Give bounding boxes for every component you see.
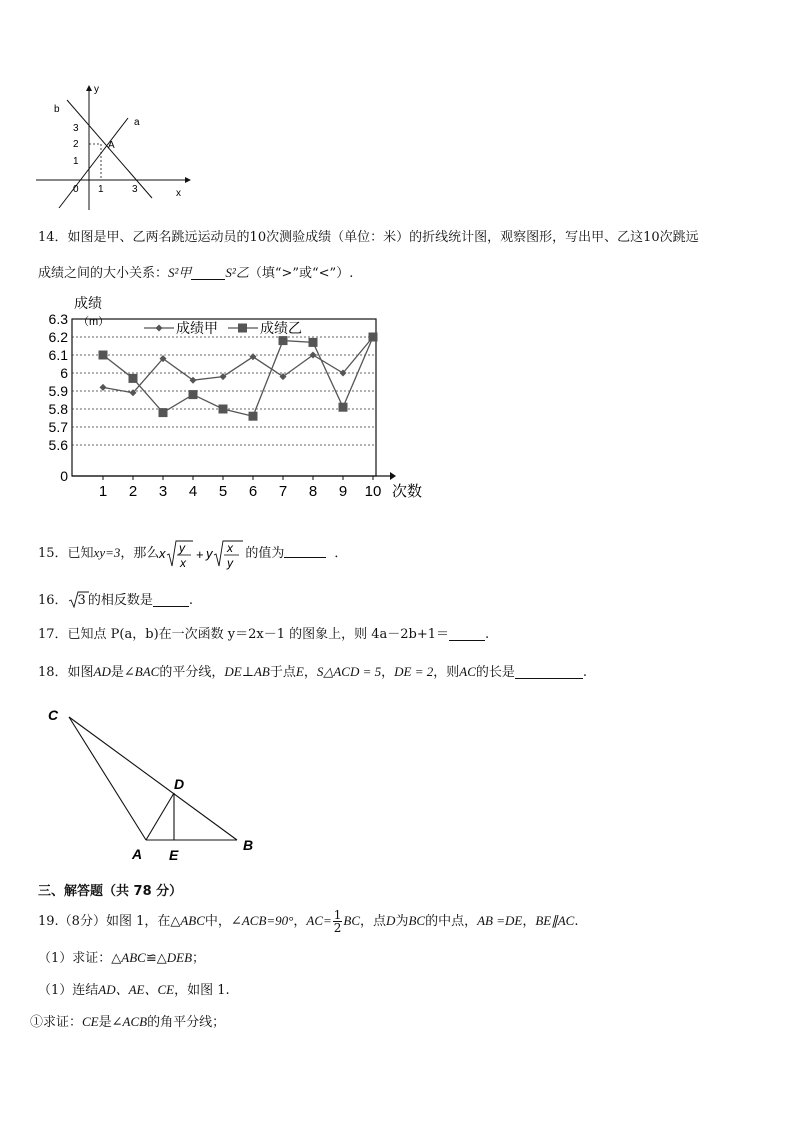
data-point-yi — [219, 405, 228, 414]
data-point-yi — [309, 338, 318, 347]
y-tick-label: 6.3 — [48, 311, 68, 327]
x-axis-label: x — [176, 188, 181, 199]
q19-be-ac: BE∥AC — [535, 913, 575, 928]
q18-t5: ， — [381, 665, 395, 680]
linear-functions-graph — [30, 80, 200, 215]
origin-label: 0 — [73, 184, 79, 195]
q16-radicand: 3 — [77, 593, 86, 608]
q15-mid: ，那么 — [120, 546, 160, 561]
q19-1-abc: ABC — [121, 950, 146, 965]
q19-3-t1: 是∠ — [98, 1015, 123, 1030]
q18-line — [38, 662, 587, 683]
data-point-yi — [159, 408, 168, 417]
x-tick-1: 1 — [98, 184, 104, 195]
q15-expression — [159, 537, 245, 571]
q18-t4: ， — [303, 665, 317, 680]
y-tick-label: 5.8 — [48, 401, 68, 417]
data-point-yi — [339, 403, 348, 412]
svg-text:+: + — [196, 546, 204, 562]
x-axis-arrow — [390, 472, 396, 480]
vertex-c: C — [48, 707, 59, 723]
answer-blank-17[interactable] — [449, 626, 485, 641]
q19-1-prefix: （1）求证：△ — [38, 951, 122, 966]
point-a-label: A — [108, 140, 115, 151]
q19-t5: 的中点， — [425, 914, 478, 929]
score-line-chart — [40, 292, 440, 504]
svg-text:y: y — [179, 540, 186, 555]
q18-ac: AC — [459, 664, 476, 679]
vertex-a: A — [132, 846, 143, 862]
chart-xlabel: 次数 — [392, 483, 423, 500]
q19-line — [38, 903, 578, 939]
q17-end: . — [485, 627, 490, 642]
variance-yi: S²乙 — [225, 265, 249, 280]
y-tick-label: 5.9 — [48, 383, 68, 399]
line-a-label: a — [134, 117, 140, 128]
x-tick-label: 10 — [364, 483, 382, 500]
legend-marker-square — [238, 324, 247, 333]
x-tick-label: 7 — [278, 483, 288, 500]
y-tick-label: 6.1 — [48, 347, 68, 363]
q19-t6: ， — [522, 914, 536, 929]
y-tick-3: 3 — [73, 123, 79, 134]
x-tick-label: 4 — [188, 483, 198, 500]
data-point-yi — [129, 374, 138, 383]
q16-prefix: 16． — [38, 593, 68, 608]
y-tick-label: 5.6 — [48, 437, 68, 453]
x-tick-label: 2 — [128, 483, 138, 500]
q18-e: E — [295, 664, 304, 679]
x-tick-label: 8 — [308, 483, 318, 500]
q19-bc: BC — [343, 913, 361, 928]
segment-ca — [69, 717, 146, 840]
data-point-jia — [250, 353, 257, 360]
q19-part2 — [38, 980, 230, 1001]
q15-line — [38, 536, 347, 570]
q19-t2: ， — [293, 914, 307, 929]
q19-1-cong: ≌△ — [145, 951, 167, 966]
q19-2-segments: AD、AE、CE — [98, 982, 175, 997]
q19-3-ce: CE — [82, 1014, 99, 1029]
y-tick-label: 0 — [60, 468, 68, 484]
svg-text:x: x — [180, 555, 187, 570]
y-tick-label: 6.2 — [48, 329, 68, 345]
q19-bc2: BC — [408, 913, 426, 928]
q15-condition: xy=3 — [93, 545, 121, 560]
q15-suffix: 的值为 — [245, 546, 285, 561]
data-point-yi — [279, 336, 288, 345]
q19-ab-de: AB =DE — [477, 913, 523, 928]
q18-t2: 的平分线， — [159, 665, 225, 680]
legend-label: 成绩甲 — [176, 320, 218, 336]
answer-blank-15[interactable] — [284, 543, 326, 558]
data-point-yi — [249, 412, 258, 421]
q19-t1: 中，∠ — [204, 914, 242, 929]
data-point-yi — [189, 390, 198, 399]
q19-2-end: ，如图 1. — [174, 983, 230, 998]
legend-label: 成绩乙 — [260, 320, 302, 336]
fraction-denominator: 2 — [333, 921, 342, 935]
q16-suffix: 的相反数是 — [87, 593, 153, 608]
x-tick-label: 9 — [338, 483, 348, 500]
data-point-jia — [100, 384, 107, 391]
chart-frame — [72, 319, 376, 476]
q19-t4: 为 — [395, 914, 409, 929]
x-tick-label: 3 — [158, 483, 168, 500]
q19-abc: ABC — [180, 913, 205, 928]
answer-blank-16[interactable] — [153, 592, 189, 607]
q15-prefix: 15．已知 — [38, 546, 94, 561]
x-tick-3: 3 — [132, 184, 138, 195]
q14-line1: 14．如图是甲、乙两名跳远运动员的10次测验成绩（单位：米）的折线统计图，观察图形，写出甲、乙这10次跳远 — [38, 230, 699, 245]
vertex-d: D — [174, 776, 185, 792]
q18-area: S△ACD = 5 — [316, 664, 382, 679]
data-point-yi — [369, 333, 378, 342]
svg-text:x: x — [227, 540, 234, 555]
variance-jia: S²甲 — [168, 265, 192, 280]
q14-suffix: （填“>”或“<”）. — [248, 266, 354, 281]
x-tick-label: 1 — [98, 483, 108, 500]
fraction-half — [333, 909, 343, 934]
q18-prefix: 18．如图 — [38, 665, 94, 680]
svg-text:y: y — [227, 555, 234, 570]
segment-ad — [146, 793, 174, 840]
x-tick-label: 5 — [218, 483, 228, 500]
q18-end: . — [582, 665, 588, 680]
q19-ac-eq: AC= — [306, 913, 332, 928]
y-tick-label: 5.7 — [48, 419, 68, 435]
q14-line2 — [38, 263, 353, 284]
section-heading: 三、解答题（共 78 分） — [38, 884, 183, 899]
q19-part3 — [30, 1012, 225, 1033]
data-point-yi — [99, 351, 108, 360]
line-a — [59, 118, 128, 208]
x-tick-label: 6 — [248, 483, 258, 500]
data-point-jia — [220, 373, 227, 380]
q18-bac: BAC — [134, 664, 160, 679]
y-tick-label: 6 — [60, 365, 68, 381]
q19-3-prefix: ①求证： — [30, 1015, 83, 1030]
chart-yunit: （m） — [78, 316, 110, 328]
q19-1-deb: DEB — [166, 950, 193, 965]
q19-1-end: ； — [192, 951, 206, 966]
q18-perp: ⊥ — [241, 665, 254, 680]
y-axis-label: y — [94, 84, 99, 95]
q18-t6: ，则 — [433, 665, 460, 680]
q18-de: DE — [224, 664, 242, 679]
triangle-figure — [40, 700, 270, 868]
q18-de-value: DE = 2 — [394, 664, 434, 679]
vertex-e: E — [169, 847, 179, 863]
q18-ab: AB — [253, 664, 270, 679]
q19-3-acb: ACB — [122, 1014, 148, 1029]
q17-line — [38, 625, 489, 645]
q16-end: . — [188, 593, 193, 608]
q19-acb: ACB=90° — [241, 913, 294, 928]
svg-text:y: y — [206, 545, 213, 561]
q19-2-prefix: （1）连结 — [38, 983, 99, 998]
q19-part1 — [38, 948, 205, 969]
legend-marker-diamond — [156, 325, 163, 332]
chart-ylabel: 成绩 — [74, 295, 102, 311]
line-b-label: b — [54, 104, 60, 115]
q19-d: D — [386, 913, 396, 928]
q18-t1: 是∠ — [110, 665, 135, 680]
q19-end: . — [574, 914, 579, 929]
vertex-b: B — [243, 837, 254, 853]
q18-t7: 的长是 — [475, 665, 515, 680]
y-tick-1: 1 — [73, 156, 79, 167]
series-line-2 — [103, 337, 373, 416]
y-tick-2: 2 — [73, 139, 79, 150]
q17-text: 17．已知点 P(a，b)在一次函数 y＝2x－1 的图象上，则 4a－2b+1＝ — [38, 627, 450, 642]
q18-t3: 于点 — [269, 665, 296, 680]
q15-end: ． — [334, 546, 348, 561]
q14-prefix: 成绩之间的大小关系： — [38, 266, 169, 281]
q18-ad: AD — [93, 664, 111, 679]
q16-line — [38, 589, 193, 611]
fraction-numerator: 1 — [333, 908, 342, 922]
q19-3-end: 的角平分线； — [147, 1015, 226, 1030]
answer-blank-18[interactable] — [515, 664, 583, 679]
q19-prefix: 19.（8分）如图 1，在△ — [38, 914, 181, 929]
svg-text:x: x — [159, 545, 166, 561]
q19-t3: ，点 — [360, 914, 387, 929]
segment-cb — [69, 717, 237, 840]
answer-blank-14[interactable] — [191, 265, 225, 280]
